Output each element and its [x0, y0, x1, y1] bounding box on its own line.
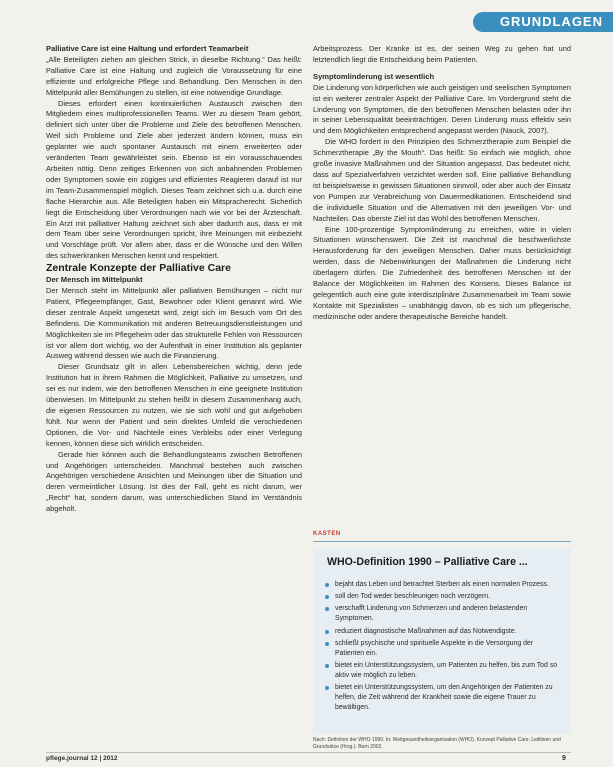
header-band	[0, 0, 613, 34]
who-definition-box	[313, 548, 571, 734]
bullet-icon	[325, 642, 329, 646]
list-item: reduziert diagnostische Maßnahmen auf das Notwendigste.	[325, 627, 561, 637]
box-label: KASTEN	[313, 531, 341, 537]
box-title: WHO-Definition 1990 – Palliative Care ...	[327, 556, 528, 568]
box-source: Nach: Definition der WHO 1990. In: Weltgesundheitsorganisation (WHO). Konzept Palliative Care. Leitlinien und Grundsätze (Hrsg.). Bern 2002.	[313, 737, 561, 750]
bullet-icon	[325, 583, 329, 587]
left-column	[46, 44, 302, 515]
left-paragraph-3: Der Mensch steht im Mittelpunkt aller palliativen Bemühungen – nicht nur Patient, Pflegeempfänger, Gast, Bewohner oder Klient genannt wird. Wie dieser zentrale Aspekt umgesetzt wird, zeigt sich im Besuch vom Ort des Befindens. Die Kommunikation mit anderen Betreuungsdienstleistungen und Möglichkeiten sie im Pflegeheim oder das strukturelle Fehlen von Ressourcen ist vor allem dort wichtig, wo der Aufenthalt in einer Institution als geplanter Ausweg während dessen wie auch die Finanzierung.	[46, 286, 302, 361]
list-item: soll den Tod weder beschleunigen noch verzögern.	[325, 592, 561, 602]
bullet-icon	[325, 630, 329, 634]
list-item: verschafft Linderung von Schmerzen und anderen belastenden Symptomen.	[325, 604, 561, 624]
list-item: bietet ein Unterstützungssystem, um Patienten zu helfen, bis zum Tod so aktiv wie möglich zu leben.	[325, 661, 561, 681]
right-heading-1: Symptomlinderung ist wesentlich	[313, 71, 435, 81]
right-paragraph-2: Die Linderung von körperlichen wie auch geistigen und seelischen Symptomen ist ein weiterer zentraler Aspekt der Palliative Care. Im Vordergrund steht die Linderung von Symptomen, die den betroffenen Menschen belasten oder ihn in seiner Lebensqualität beeinträchtigen. Deren Linderung muss effektiv sein und dem Möglichkeiten entsprechend angepasst werden (Nauck, 2007).	[313, 82, 572, 136]
bullet-icon	[325, 686, 329, 690]
section-label: GRUNDLAGEN	[473, 12, 613, 32]
box-divider	[313, 541, 571, 542]
footer-divider	[46, 752, 571, 753]
left-paragraph-2: Dieses erfordert einen kontinuierlichen Austausch zwischen den Mitgliedern eines multiprofessionellen Teams. Wer zu diesem Team gehört, definiert sich unter über die Probleme und Ziele des betroffenen Menschen. Weil sich Probleme und Ziele aber jederzeit ändern können, muss ein geplanter wie auch spontaner Austausch mit einem erweiterten oder veränderten Team gewährleistet sein. Ebenso ist ein vorausschauendes Arbeiten nötig. Denn zeitiges Erkennen von sich anbahnenden Problemen oder Symptomen sowie ein zügiges und effizientes Reagieren darauf ist nur im Team-Zusammenspiel möglich. Dieses Team zeichnet sich u.a. durch eine flache Hierarchie aus. Alle Beteiligten haben ein Mitspracherecht. Sicherlich liegt die Entscheidung über Verordnungen nach wie vor bei der Ärzteschaft. Ein Arzt mit palliativer Haltung zeichnet sich aber dadurch aus, dass er mit dem Team über seine Verordnungen spricht, ihre Meinungen mit einbezieht und Vorschläge prüft. Vor allem aber, dass er die Wünsche und den Willen des schwerkranken Menschen kennt und respektiert.	[46, 98, 302, 261]
box-list	[325, 580, 561, 713]
page-number: 9	[562, 755, 566, 762]
bullet-icon	[325, 595, 329, 599]
bullet-icon	[325, 607, 329, 611]
bullet-icon	[325, 664, 329, 668]
list-item: schließt psychische und spirituelle Aspekte in die Versorgung der Patienten ein.	[325, 639, 561, 659]
footer-journal: pflege.journal 12 | 2012	[46, 755, 118, 762]
left-paragraph-4: Dieser Grundsatz gilt in allen Lebensbereichen wichtig, denn jede Institution hat in ihrem Rahmen die Möglichkeit, Palliative zu umsetzen, und sei es nur indem, wie den betroffenen Menschen in eine geeignete Institution überwiesen. Im Mittelpunkt zu stehen heißt in diesem Zusammenhang auch, die eigenen Ressourcen zu nutzen, wie sie sich wohl und gut aufgehoben fühlt. Nur wenn der Patient und sein direktes Umfeld die verschiedenen Optionen, die Vor- und Nachteile eines Verbleibs oder einer Verlegung kennen, können diese sich wirklich entscheiden.	[46, 362, 302, 448]
list-item: bejaht das Leben und betrachtet Sterben als einen normalen Prozess.	[325, 580, 561, 590]
list-item: bietet ein Unterstützungssystem, um den Angehörigen der Patienten zu helfen, die Zeit während der Krankheit sowie die eigene Trauer zu bewältigen.	[325, 683, 561, 713]
right-paragraph-1: Arbeitsprozess. Der Kranke ist es, der seinen Weg zu gehen hat und letztendlich liegt die Entscheidung beim Patienten.	[313, 44, 571, 64]
left-subheading: Der Mensch im Mittelpunkt	[46, 275, 143, 285]
right-paragraph-4: Eine 100-prozentige Symptomlinderung zu erreichen, wäre in vielen Situationen wünschenswert. Die Zeit ist manchmal die beschwerlichste Herausforderung für den jeweiligen Menschen. Daher muss berücksichtigt werden, dass die Nebenwirkungen der Maßnahmen die Linderung nicht überlagern dürfen. Die Zufriedenheit des betroffenen Menschen ist der Balance der Möglichkeiten im Rahmen des Konsens. Dieses Balance ist gelegentlich auch eine gute interdisziplinäre Zusammenarbeit im Team sowie Kontakte mit Spezialisten – unabhängig davon, ob es sich um pflegerische, medizinische oder andere therapeutische Bereiche handelt.	[313, 224, 571, 321]
left-paragraph-5: Gerade hier können auch die Behandlungsteams zwischen Betroffenen und Angehörigen unterscheiden. Manchmal bestehen auch zwischen Angehörigen verschiedene Ansichten und Meinungen über die Situation und deren vermeintlicher Lösung. Ist dies der Fall, geht es nicht darum, wer „Recht“ hat, sondern darum, was unterschiedlichen Stand im Verständnis abgeholt.	[46, 449, 302, 514]
right-column	[313, 44, 571, 323]
left-paragraph-1: „Alle Beteiligten ziehen am gleichen Strick, in dieselbe Richtung.“ Das heißt: Palliative Care ist eine Haltung und zugleich die Voraussetzung für eine effiziente und erfolgreiche Pflege und Behandlung. Den Menschen in den Mittelpunkt aller Bemühungen zu stellen, ist eine notwendige Grundlage.	[46, 54, 302, 97]
section-heading: Zentrale Konzepte der Palliative Care	[46, 262, 231, 275]
left-heading-1: Palliative Care ist eine Haltung und erfordert Teamarbeit	[46, 44, 249, 53]
right-paragraph-3: Die WHO fordert in den Prinzipien des Schmerztherapie zum Beispiel die Schmerztherapie „By the Mouth“. Das heißt: So einfach wie möglich, ohne große invasive Maßnahmen und der Situation angepasst. Das bedeutet nicht, dass auf Spezialverfahren verzichtet werden soll. Eine palliative Behandlung ist beispielsweise in gewissen Situationen sinnvoll, oder aber auch der Einsatz von Pumpen zur Verabreichung von Dauermedikationen. Entscheidend sind die individuelle Situation und die Alternativen mit den jeweiligen Vor- und Nachteilen. Das oberste Ziel ist das Wohl des betroffenen Menschen.	[313, 137, 571, 223]
